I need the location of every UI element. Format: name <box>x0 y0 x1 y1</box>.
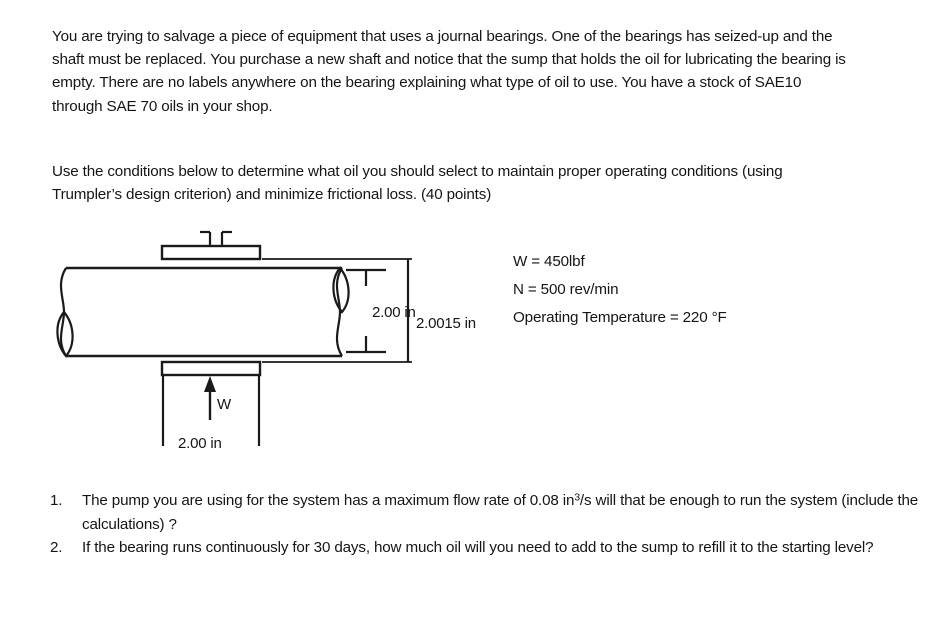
load-arrow-label: W <box>217 396 231 413</box>
question-text-part-a: The pump you are using for the system has a maximum flow rate of 0.08 in <box>82 492 575 509</box>
question-item <box>46 489 942 536</box>
shaft-diameter-label: 2.00 in <box>372 304 416 321</box>
condition-temperature: Operating Temperature = 220 °F <box>513 309 727 326</box>
load-arrow-head <box>204 376 216 392</box>
shaft-right-break-ellipse <box>333 268 348 312</box>
question-text <box>82 489 942 536</box>
journal-bearing-figure <box>50 228 510 468</box>
questions-list <box>46 489 942 560</box>
task-paragraph: Use the conditions below to determine what oil you should select to maintain proper operating conditions (using Trumpler’s design criterion) and minimize frictional loss. (40 points) <box>52 163 783 204</box>
question-text-part-b: /s will that be enough to run the system (include the calculations) ? <box>82 492 919 533</box>
question-item <box>46 536 942 560</box>
bearing-pad-bottom <box>162 362 260 375</box>
bearing-bore-label: 2.0015 in <box>416 315 476 332</box>
intro-paragraph: You are trying to salvage a piece of equipment that uses a journal bearings. One of the bearings has seized-up and the shaft must be replaced. You purchase a new shaft and notice that the sump that holds the oil for lubricating the bearing is empty. There are no labels anywhere on the bearing explaining what type of oil to use. You have a stock of SAE10 through SAE 70 oils in your shop. <box>52 28 846 115</box>
question-number: 2. <box>50 539 63 557</box>
question-text <box>82 536 942 560</box>
shaft-left-break-ellipse <box>57 312 72 356</box>
conditions-block <box>513 248 727 332</box>
question-superscript: 3 <box>574 492 580 504</box>
question-text-part-a: If the bearing runs continuously for 30 days, how much oil will you need to add to the sump to refill it to the starting level? <box>82 539 874 557</box>
bearing-pad-top <box>162 246 260 259</box>
condition-speed: N = 500 rev/min <box>513 281 619 298</box>
condition-load: W = 450lbf <box>513 253 585 270</box>
question-number: 1. <box>50 492 63 509</box>
bearing-length-label: 2.00 in <box>178 435 222 452</box>
